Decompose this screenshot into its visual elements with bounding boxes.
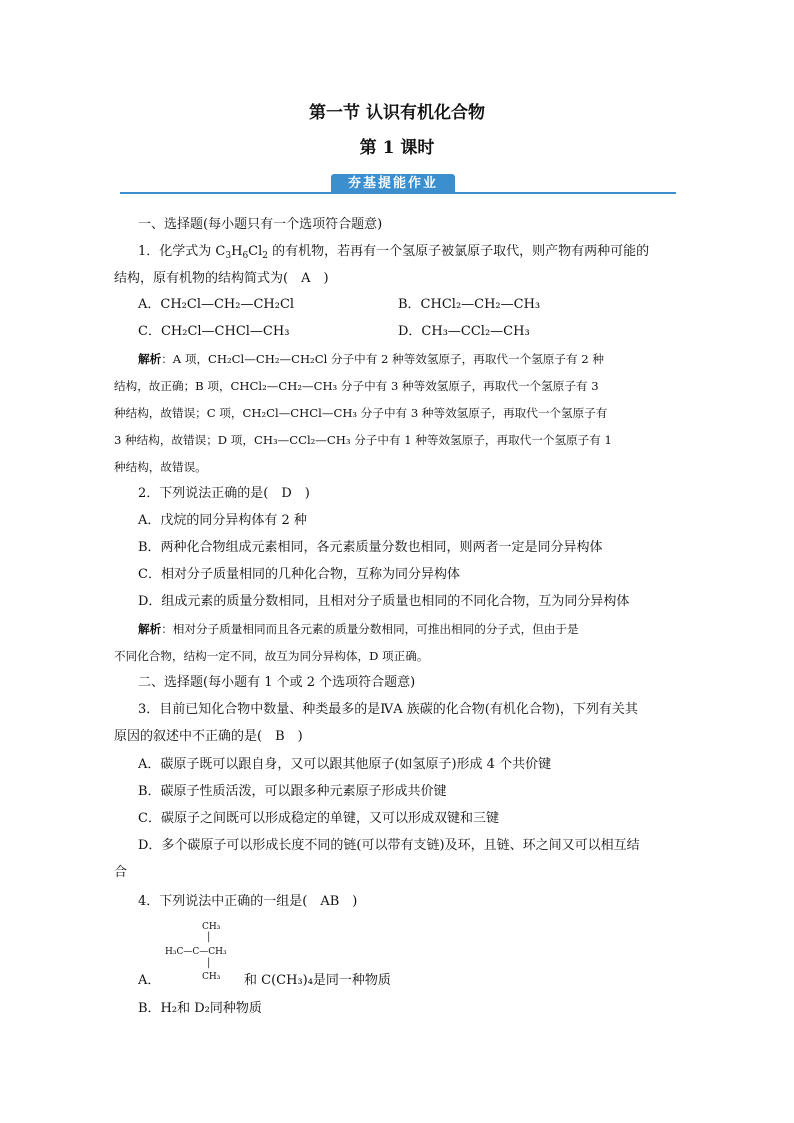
q1-analysis-line3: 种结构，故错误；C 项，CH₂Cl—CHCl—CH₃ 分子中有 3 种等效氢原子，再取代一个氢原子有 — [114, 406, 608, 420]
q2-option-c: C．相对分子质量相同的几种化合物，互称为同分异构体 — [138, 567, 460, 582]
struct-bottom-methyl: CH₃ — [202, 972, 221, 982]
q4-stem: 4．下列说法中正确的一组是( AB ) — [138, 894, 358, 909]
q4-option-b: B．H₂和 D₂同种物质 — [138, 1001, 262, 1016]
q1-analysis-line1: 解析：A 项，CH₂Cl—CH₂—CH₂Cl 分子中有 2 种等效氢原子，再取代一个氢原子有 2 种 — [138, 352, 604, 366]
q3-option-c: C．碳原子之间既可以形成稳定的单键，又可以形成双键和三键 — [138, 811, 499, 826]
neopentane-structure — [165, 920, 245, 990]
q1-option-d: D．CH₃—CCl₂—CH₃ — [398, 324, 530, 339]
struct-middle: H₃C—C—CH₃ — [165, 947, 227, 957]
q3-option-d-line2: 合 — [114, 865, 128, 880]
banner-label: 夯基提能作业 — [331, 174, 455, 194]
q1-analysis-line2: 结构，故正确；B 项，CHCl₂—CH₂—CH₃ 分子中有 3 种等效氢原子，再取代一个氢原子有 3 — [114, 379, 599, 393]
q2-analysis-line2: 不同化合物，结构一定不同，故互为同分异构体，D 项正确。 — [114, 649, 429, 663]
q1-option-a: A．CH₂Cl—CH₂—CH₂Cl — [138, 297, 295, 312]
q3-option-a: A．碳原子既可以跟自身，又可以跟其他原子(如氢原子)形成 4 个共价键 — [138, 757, 552, 772]
q3-stem-line2: 原因的叙述中不正确的是( B ) — [114, 729, 303, 744]
q2-option-a: A．戊烷的同分异构体有 2 种 — [138, 513, 307, 528]
q2-stem: 2．下列说法正确的是( D ) — [138, 486, 310, 501]
q1-stem-line1: 1．化学式为 $C_3H_6Cl_2$ 的有机物，若再有一个氢原子被氯原子取代，则产物有两种可能的 — [138, 244, 650, 261]
struct-bond-down: │ — [206, 959, 212, 969]
section-banner — [120, 172, 676, 196]
page-subtitle: 第 1 课时 — [359, 138, 435, 158]
page-title: 第一节 认识有机化合物 — [309, 103, 485, 123]
q3-option-b: B．碳原子性质活泼，可以跟多种元素原子形成共价键 — [138, 784, 447, 799]
section-heading-1: 一、选择题(每小题只有一个选项符合题意) — [138, 217, 383, 232]
q1-analysis-line5: 种结构，故错误。 — [114, 460, 207, 474]
q4-option-a-label: A． — [138, 973, 161, 988]
q1-option-b: B．CHCl₂—CH₂—CH₃ — [398, 297, 541, 312]
q1-stem-line2: 结构，原有机物的结构简式为( A ) — [114, 271, 329, 286]
q1-option-c: C．CH₂Cl—CHCl—CH₃ — [138, 324, 290, 339]
q4-option-a-text: 和 C(CH₃)₄是同一种物质 — [244, 973, 391, 988]
struct-top-methyl: CH₃ — [202, 922, 221, 932]
q3-stem-line1: 3．目前已知化合物中数量、种类最多的是ⅣA 族碳的化合物(有机化合物)，下列有关其 — [138, 702, 638, 717]
q2-analysis-line1: 解析：相对分子质量相同而且各元素的质量分数相同，可推出相同的分子式，但由于是 — [138, 622, 579, 636]
q2-option-b: B．两种化合物组成元素相同，各元素质量分数也相同，则两者一定是同分异构体 — [138, 540, 603, 555]
q3-option-d-line1: D．多个碳原子可以形成长度不同的链(可以带有支链)及环，且链、环之间又可以相互结 — [138, 838, 640, 853]
q1-analysis-line4: 3 种结构，故错误；D 项，CH₃—CCl₂—CH₃ 分子中有 1 种等效氢原子，再取代一个氢原子有 1 — [114, 433, 612, 447]
section-heading-2: 二、选择题(每小题有 1 个或 2 个选项符合题意) — [138, 675, 416, 690]
struct-bond-up: │ — [206, 933, 212, 943]
q2-option-d: D．组成元素的质量分数相同，且相对分子质量也相同的不同化合物，互为同分异构体 — [138, 594, 630, 609]
